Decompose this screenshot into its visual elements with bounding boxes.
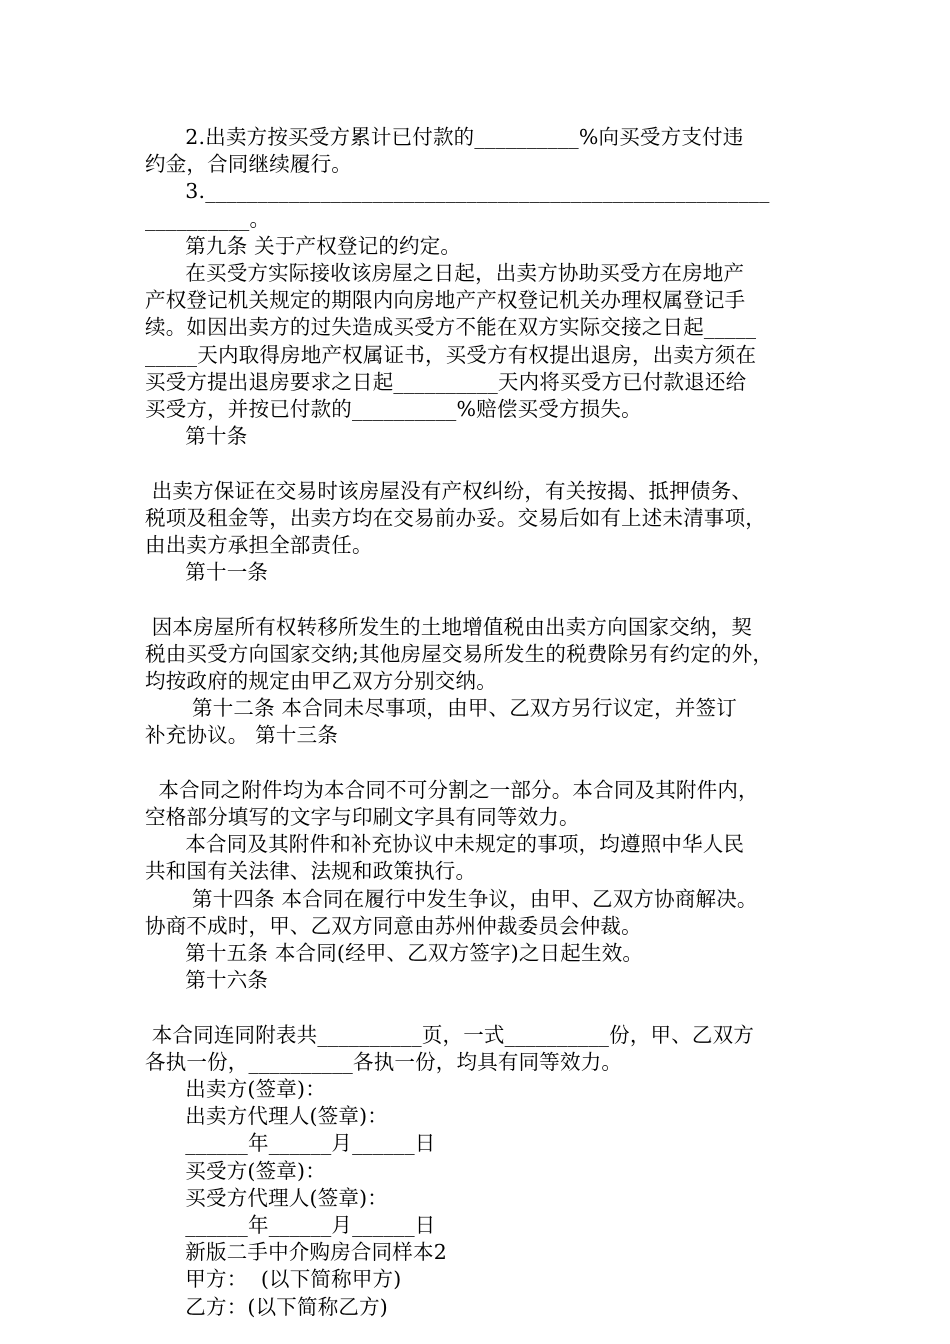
text-line: 产权登记机关规定的期限内向房地产产权登记机关办理权属登记手 [145,288,746,313]
text-line: 协商不成时，甲、乙双方同意由苏州仲裁委员会仲裁。 [145,913,642,938]
text-line: 新版二手中介购房合同样本2 [145,1240,447,1265]
text-line: 第十六条 [145,968,269,993]
text-line: 乙方：(以下简称乙方) [145,1294,388,1319]
text-line: 出卖方代理人(签章)： [145,1104,388,1129]
text-line: 补充协议。 第十三条 [145,723,339,748]
text-line: 买受方，并按已付款的__________%赔偿买受方损失。 [145,397,642,421]
text-line: 第九条 关于产权登记的约定。 [145,233,462,258]
text-line: 在买受方实际接收该房屋之日起，出卖方协助买受方在房地产 [145,261,745,285]
text-line: 买受方提出退房要求之日起__________天内将买受方已付款退还给 [145,369,747,394]
text-line: 本合同连同附表共__________页，一式__________份，甲、乙双方 [145,1022,755,1047]
text-line: 均按政府的规定由甲乙双方分别交纳。 [145,669,497,693]
text-line: 出卖方(签章)： [145,1077,326,1101]
text-line: 由出卖方承担全部责任。 [145,533,373,557]
text-line: 买受方代理人(签章)： [145,1185,388,1210]
text-line: 约金，合同继续履行。 [145,152,352,177]
text-line: 共和国有关法律、法规和政策执行。 [145,859,477,884]
text-line: 续。如因出卖方的过失造成买受方不能在双方实际交接之日起_____ [145,315,757,340]
text-line: 第十一条 [145,560,269,585]
text-line: 本合同之附件均为本合同不可分割之一部分。本合同及其附件内， [145,777,759,802]
text-line: 第十条 [145,424,248,449]
text-line: 第十二条 本合同未尽事项，由甲、乙双方另行议定，并签订 [145,696,737,721]
text-line: ______年______月______日 [145,1131,436,1156]
text-line: 第十五条 本合同(经甲、乙双方签字)之日起生效。 [145,941,644,965]
text-line: __________。 [145,206,271,231]
text-line: 税项及租金等，出卖方均在交易前办妥。交易后如有上述未清事项， [145,505,766,530]
text-line: 本合同及其附件和补充协议中未规定的事项，均遵照中华人民 [145,832,745,857]
text-line: ______年______月______日 [145,1213,436,1237]
text-line: 3.______________________________________________________ [145,179,770,204]
text-line: 第十四条 本合同在履行中发生争议，由甲、乙双方协商解决。 [145,886,758,911]
text-line: 出卖方保证在交易时该房屋没有产权纠纷，有关按揭、抵押债务、 [145,478,753,503]
text-line: 甲方： (以下简称甲方) [145,1267,402,1292]
text-line: 因本房屋所有权转移所发生的土地增值税由出卖方向国家交纳，契 [145,614,753,639]
text-line: 税由买受方向国家交纳;其他房屋交易所发生的税费除另有约定的外， [145,641,774,666]
text-line: 各执一份，__________各执一份，均具有同等效力。 [145,1049,623,1074]
text-line: 空格部分填写的文字与印刷文字具有同等效力。 [145,805,580,829]
text-line: 2.出卖方按买受方累计已付款的__________%向买受方支付违 [145,125,744,149]
text-line: 买受方(签章)： [145,1158,326,1183]
text-line: _____天内取得房地产权属证书，买受方有权提出退房，出卖方须在 [145,342,757,367]
